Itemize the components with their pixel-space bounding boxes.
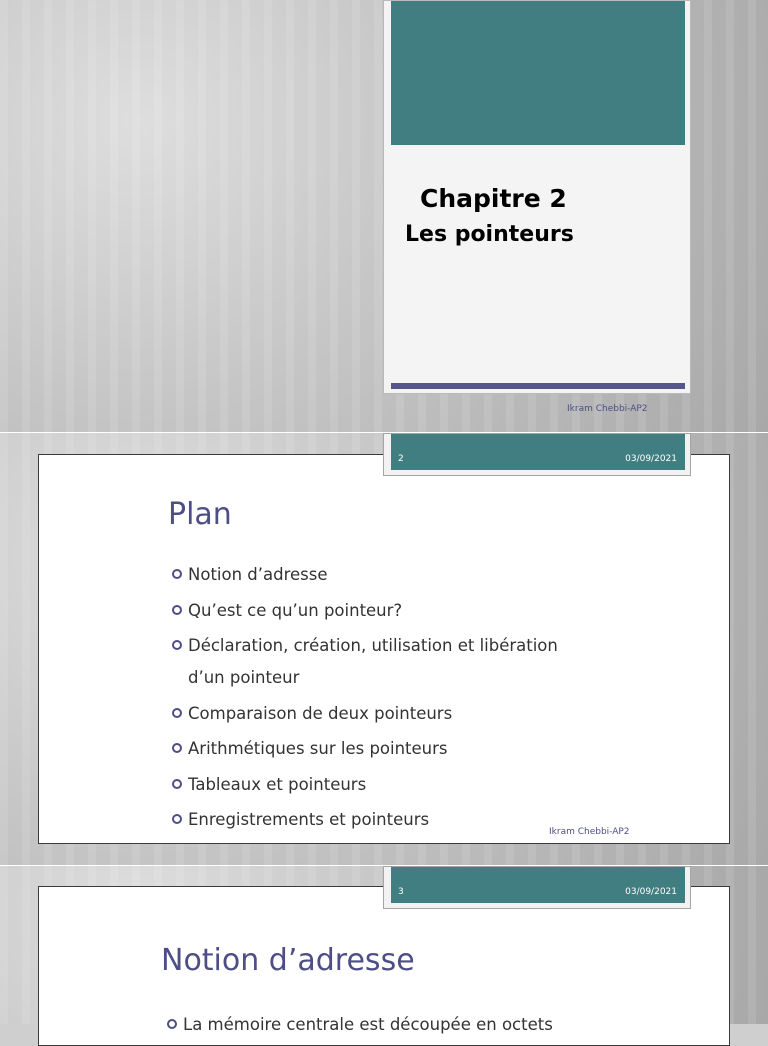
slide-2	[0, 433, 768, 865]
bullet-list	[167, 1009, 667, 1045]
bullet-item: Notion d’adresse	[172, 559, 572, 591]
slide-heading: Plan	[168, 497, 232, 532]
bullet-item: Arithmétiques sur les pointeurs	[172, 733, 572, 765]
slide-3	[0, 866, 768, 1034]
title-accent-bar	[391, 383, 685, 389]
header-color-block	[391, 434, 685, 470]
slide-number: 3	[398, 887, 404, 897]
bullet-item: Qu’est ce qu’un pointeur?	[172, 595, 572, 627]
content-card	[38, 886, 730, 1046]
slide-1	[0, 0, 768, 432]
slide-subtitle: Les pointeurs	[405, 222, 574, 247]
bullet-item: Comparaison de deux pointeurs	[172, 698, 572, 730]
slide-heading: Notion d’adresse	[161, 943, 415, 978]
title-card	[383, 0, 691, 394]
slide-author: Ikram Chebbi-AP2	[549, 827, 630, 837]
slide-header-tab	[383, 433, 691, 476]
slide-number: 2	[398, 454, 404, 464]
slide-date: 03/09/2021	[625, 454, 677, 464]
bullet-item: Enregistrements et pointeurs	[172, 804, 572, 836]
slide-title: Chapitre 2	[420, 184, 567, 213]
header-color-block	[391, 867, 685, 903]
slide-date: 03/09/2021	[625, 887, 677, 897]
content-card	[38, 454, 730, 844]
bullet-item: Tableaux et pointeurs	[172, 769, 572, 801]
slide-header-tab	[383, 866, 691, 909]
title-color-block	[391, 1, 685, 145]
slide-author: Ikram Chebbi-AP2	[567, 404, 648, 414]
bullet-list	[172, 559, 572, 840]
bullet-item: La mémoire centrale est découpée en octets	[167, 1009, 667, 1041]
bullet-item: Déclaration, création, utilisation et libération d’un pointeur	[172, 630, 572, 694]
